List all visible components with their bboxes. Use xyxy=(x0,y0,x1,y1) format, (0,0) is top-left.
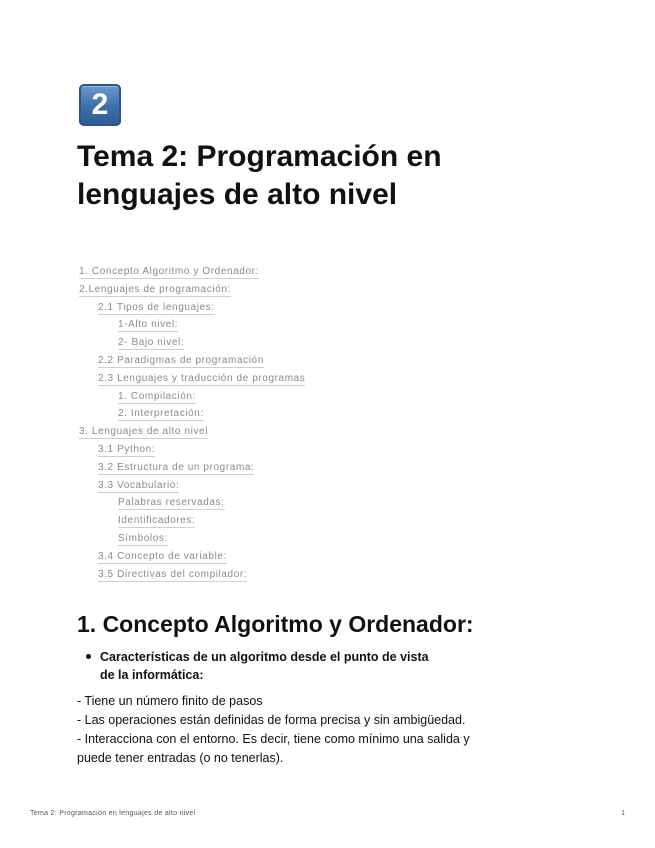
toc-link[interactable]: Símbolos: xyxy=(118,533,168,544)
toc-link[interactable]: 3.1 Python: xyxy=(98,444,156,455)
toc-link[interactable]: 2- Bajo nivel: xyxy=(118,337,185,348)
toc-item xyxy=(98,302,215,314)
toc-item xyxy=(79,284,231,296)
toc-item xyxy=(98,444,155,456)
toc-item xyxy=(98,551,227,563)
footer-title: Tema 2: Programación en lenguajes de alto nivel xyxy=(30,810,196,817)
bullet-text: Características de un algoritmo desde el punto de vista de la informática: xyxy=(100,650,429,682)
toc-item xyxy=(118,391,196,403)
toc-link[interactable]: 1-Alto nivel: xyxy=(118,319,179,330)
toc-link[interactable]: 1. Compilación: xyxy=(118,391,196,402)
toc-link[interactable]: 1. Concepto Algoritmo y Ordenador: xyxy=(79,266,259,277)
body-line: - Interacciona con el entorno. Es decir, tiene como mínimo una salida y xyxy=(77,732,470,746)
page-title: Tema 2: Programación en lenguajes de alto nivel xyxy=(77,140,442,211)
keycap-digit-two-icon: 2 xyxy=(79,84,121,126)
body-line: - Las operaciones están definidas de forma precisa y sin ambigüedad. xyxy=(77,713,466,727)
toc-item xyxy=(79,426,208,438)
toc-item xyxy=(98,355,264,367)
toc-item xyxy=(118,497,225,509)
toc-link[interactable]: 3.5 Directivas del compilador: xyxy=(98,569,248,580)
bullet-dot-icon xyxy=(86,654,91,659)
toc-link[interactable]: 2.3 Lenguajes y traducción de programas xyxy=(98,373,306,384)
toc-link[interactable]: 2.1 Tipos de lenguajes: xyxy=(98,302,215,313)
toc-item xyxy=(118,533,168,545)
page-number: 1 xyxy=(621,810,625,817)
toc-item xyxy=(98,569,247,581)
toc-link[interactable]: Palabras reservadas: xyxy=(118,497,225,508)
toc-link[interactable]: 2. Interpretación: xyxy=(118,408,204,419)
toc-item xyxy=(98,373,305,385)
toc-item xyxy=(118,319,178,331)
toc-link[interactable]: 3.3 Vocabulario: xyxy=(98,480,180,491)
toc-link[interactable]: 3. Lenguajes de alto nivel xyxy=(79,426,209,437)
section-heading: 1. Concepto Algoritmo y Ordenador: xyxy=(77,611,474,637)
section-body xyxy=(77,692,497,768)
toc-item xyxy=(98,462,254,474)
toc-link[interactable]: 3.2 Estructura de un programa: xyxy=(98,462,255,473)
body-line: - Tiene un número finito de pasos xyxy=(77,694,263,708)
toc-item xyxy=(118,408,204,420)
toc-link[interactable]: 2.Lenguajes de programación: xyxy=(79,284,231,295)
toc-link[interactable]: 2.2 Paradigmas de programación xyxy=(98,355,264,366)
toc-link[interactable]: 3.4 Concepto de variable: xyxy=(98,551,227,562)
body-line: puede tener entradas (o no tenerlas). xyxy=(77,751,284,765)
toc-item xyxy=(79,266,259,278)
toc-link[interactable]: Identificadores: xyxy=(118,515,196,526)
toc-item xyxy=(118,515,195,527)
toc-item xyxy=(98,480,179,492)
toc-item xyxy=(118,337,184,349)
